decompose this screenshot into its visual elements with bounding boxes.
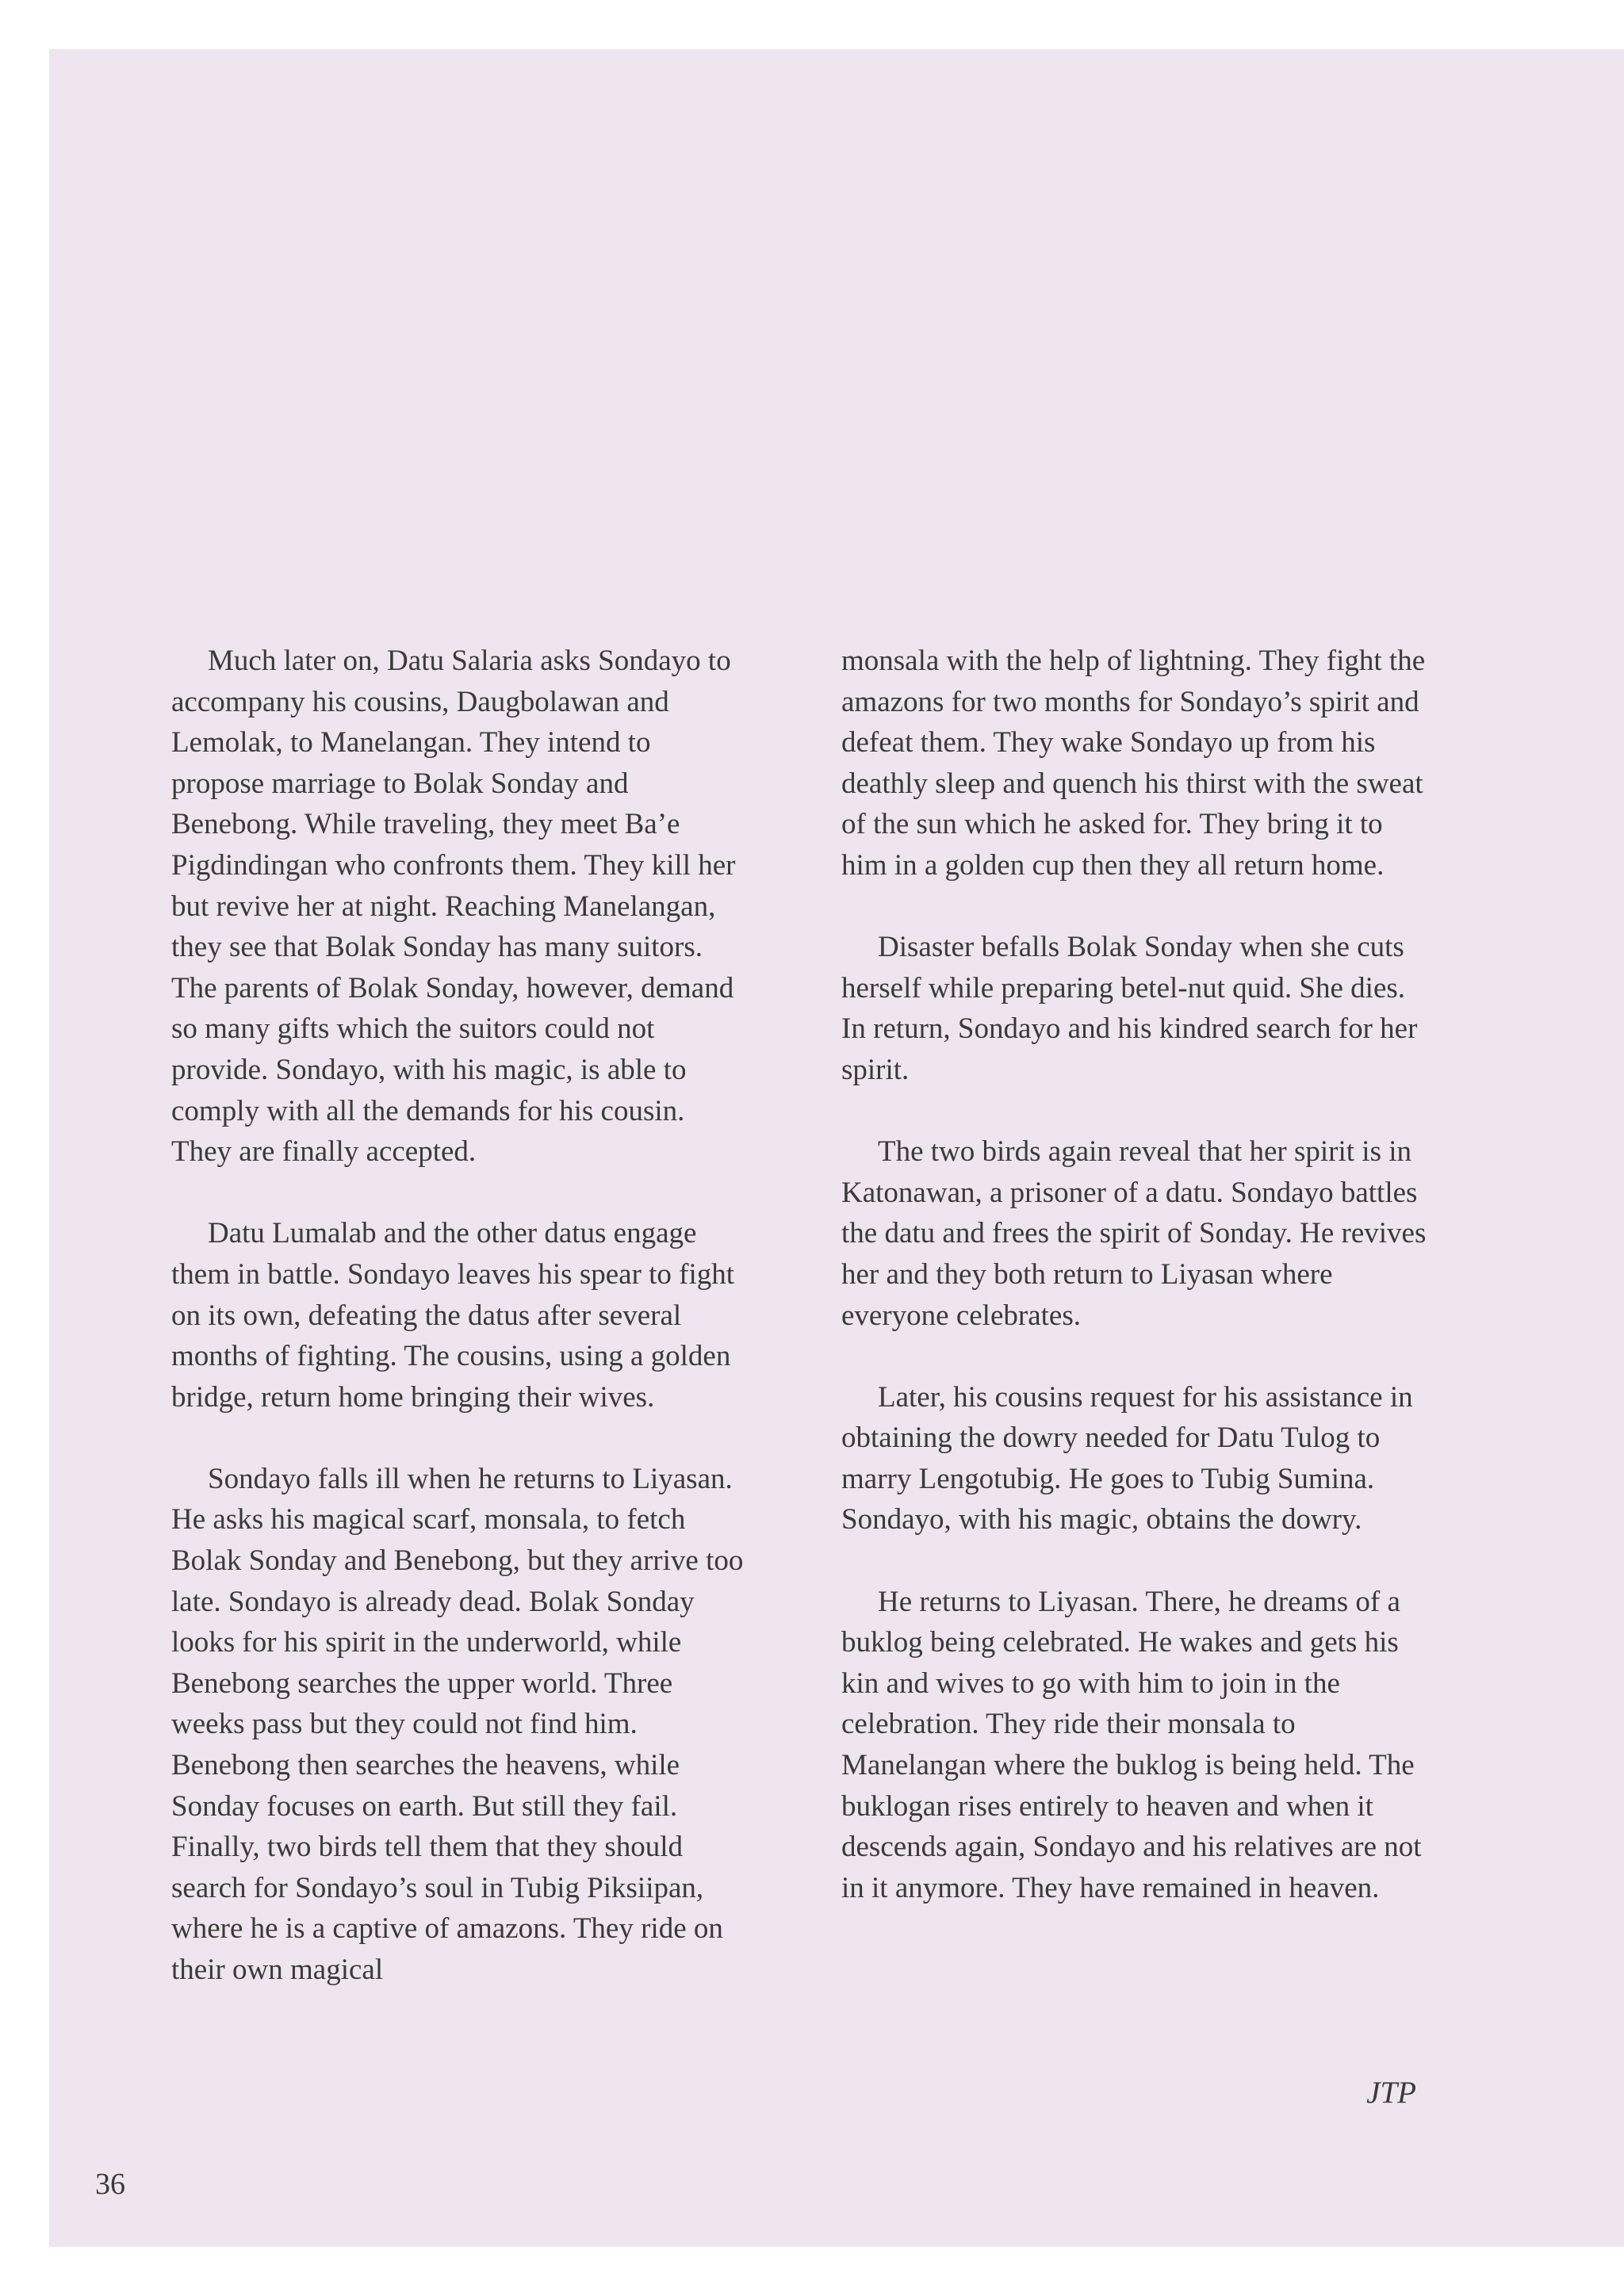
paragraph: The two birds again reveal that her spirit is in Katonawan, a prisoner of a datu. Sondayo battles the datu and frees the spirit of Sonday. He revives her and they both return to Liyasan where everyone celebrates. [841,1135,1427,1332]
paragraph-continued: monsala with the help of lightning. They fight the amazons for two months for Sondayo’s spirit and defeat them. They wake Sondayo up from his deathly sleep and quench his thirst with the sweat of the sun which he asked for. They bring it to him in a golden cup then they all return home. [841,645,1426,882]
paragraph: He returns to Liyasan. There, he dreams of a buklog being celebrated. He wakes and gets his kin and wives to go with him to join in the celebration. They ride their monsala to Manelangan where the buklog is being held. The buklogan rises entirely to heaven and when it descends again, Sondayo and his relatives are not in it anymore. They have remained in heaven. [841,1585,1422,1904]
paragraph: Much later on, Datu Salaria asks Sondayo to accompany his cousins, Daugbolawan and Lemolak, to Manelangan. They intend to propose marriage to Bolak Sonday and Benebong. While traveling, they meet Ba’e Pigdindingan who confronts them. They kill her but revive her at night. Reaching Manelangan, they see that Bolak Sonday has many suitors. The parents of Bolak Sonday, however, demand so many gifts which the suitors could not provide. Sondayo, with his magic, is able to comply with all the demands for his cousin. They are finally accepted. [171,645,736,1169]
paragraph: Disaster befalls Bolak Sonday when she cuts herself while preparing betel-nut quid. She dies. In return, Sondayo and his kindred search for her spirit. [841,931,1418,1086]
author-initials: JTP [1366,2076,1416,2110]
paragraph: Sondayo falls ill when he returns to Liyasan. He asks his magical scarf, monsala, to fetch Bolak Sonday and Benebong, but they arrive too late. Sondayo is already dead. Bolak Sonday looks for his spirit in the underworld, while Benebong searches the upper world. Three weeks pass but they could not find him. Benebong then searches the heavens, while Sonday focuses on earth. But still they fail. Finally, two birds tell them that they should search for Sondayo’s soul in Tubig Piksiipan, where he is a captive of amazons. They ride on their own magical [171,1462,744,1986]
paragraph: Datu Lumalab and the other datus engage them in battle. Sondayo leaves his spear to fight on its own, defeating the datus after several months of fighting. The cousins, using a golden bridge, return home bringing their wives. [171,1217,735,1414]
left-text-column [171,641,749,1991]
right-text-column [841,641,1428,1908]
paragraph: Later, his cousins request for his assistance in obtaining the dowry needed for Datu Tulog to marry Lengotubig. He goes to Tubig Sumina. Sondayo, with his magic, obtains the dowry. [841,1380,1413,1536]
page-number: 36 [95,2168,125,2201]
